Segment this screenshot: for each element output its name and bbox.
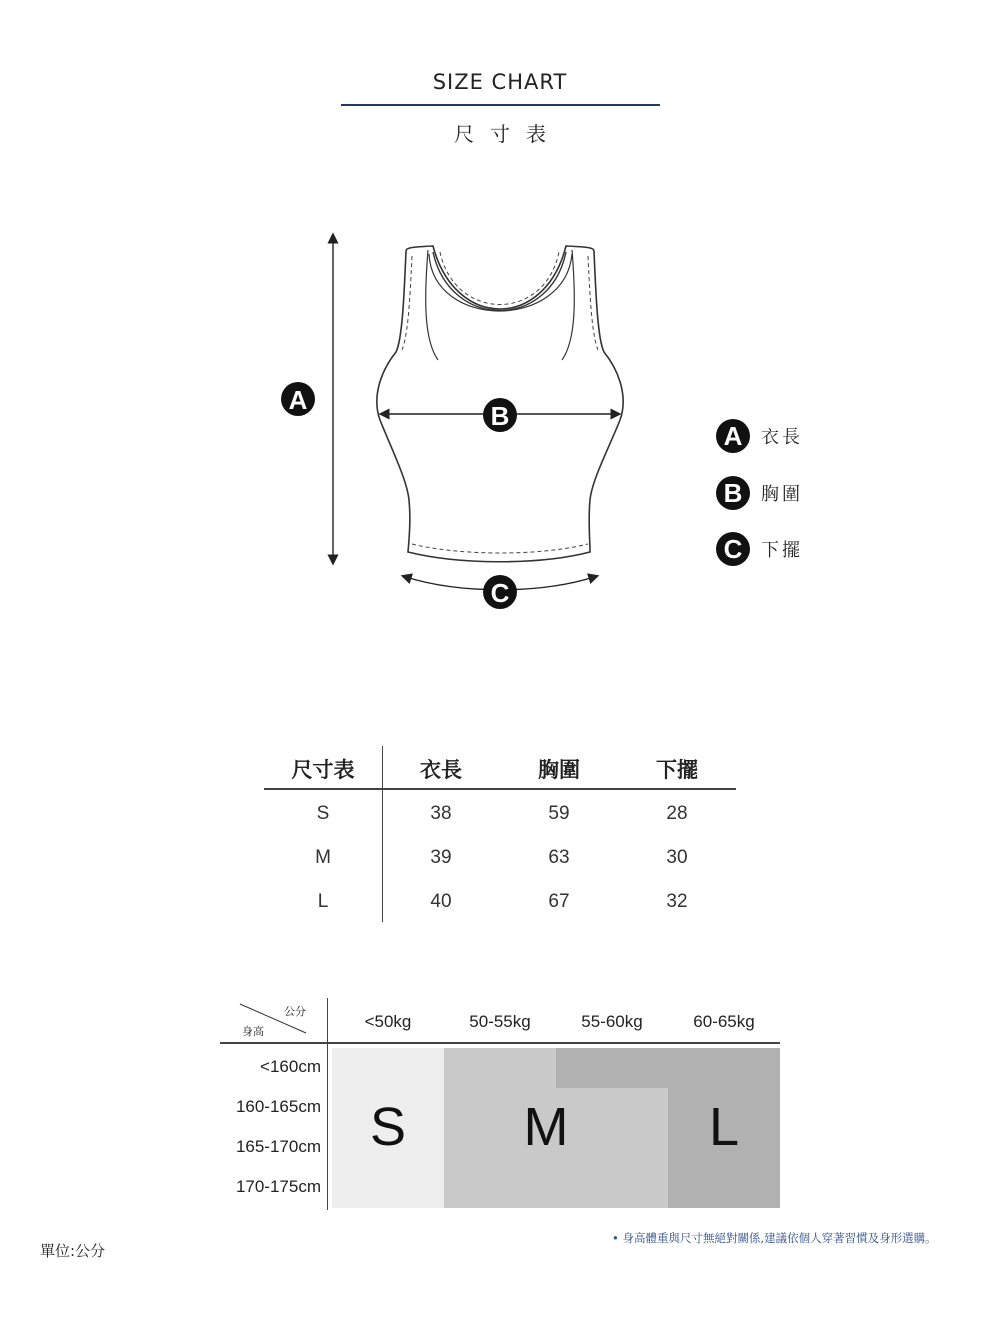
size-zone-m-label: M xyxy=(523,1097,569,1157)
measurement-legend xyxy=(716,418,836,568)
size-zone-s-label: S xyxy=(369,1097,407,1157)
table-cell: 63 xyxy=(548,847,570,868)
height-row-header: <160cm xyxy=(260,1057,321,1076)
legend-item-chest xyxy=(716,475,803,511)
size-table xyxy=(264,746,736,922)
table-cell: 38 xyxy=(430,803,452,824)
table-cell: 59 xyxy=(548,803,570,824)
table-cell: S xyxy=(316,803,330,824)
weight-column-header: 55-60kg xyxy=(581,1012,643,1031)
grid-divider-vertical xyxy=(327,998,328,1210)
table-cell: 40 xyxy=(430,891,452,912)
marker-b-label: B xyxy=(490,401,510,431)
table-cell: 32 xyxy=(666,891,688,912)
size-recommendation-table xyxy=(220,998,780,1210)
corner-height-label: 身高 xyxy=(242,1025,264,1038)
legend-badge-a: A xyxy=(716,419,750,453)
title-chinese: 尺寸表 xyxy=(454,122,562,146)
marker-b xyxy=(483,398,517,432)
header-chest: 胸圍 xyxy=(538,758,580,782)
table-cell: L xyxy=(317,891,329,912)
weight-column-header: 50-55kg xyxy=(469,1012,531,1031)
marker-a-label: A xyxy=(288,385,308,415)
height-row-header: 165-170cm xyxy=(235,1137,321,1156)
marker-c-label: C xyxy=(490,578,510,608)
weight-column-header: 60-65kg xyxy=(693,1012,755,1031)
table-cell: 67 xyxy=(548,891,570,912)
title-english: SIZE CHART xyxy=(432,70,568,94)
legend-badge-b: B xyxy=(716,476,750,510)
marker-a xyxy=(281,382,315,416)
height-row-header: 160-165cm xyxy=(235,1097,321,1116)
header-length: 衣長 xyxy=(420,758,462,782)
unit-label: 單位:公分 xyxy=(40,1242,106,1260)
legend-label-length: 衣長 xyxy=(761,427,803,448)
marker-c xyxy=(483,575,517,609)
header-hem: 下擺 xyxy=(656,758,698,782)
table-divider-horizontal xyxy=(264,788,736,790)
height-row-header: 170-175cm xyxy=(235,1177,321,1196)
legend-label-hem: 下擺 xyxy=(761,540,803,561)
legend-item-hem xyxy=(716,531,803,567)
grid-divider-horizontal xyxy=(220,1042,780,1044)
legend-badge-c: C xyxy=(716,532,750,566)
table-cell: 39 xyxy=(430,847,452,868)
size-zone-l-label: L xyxy=(708,1097,740,1157)
table-cell: 28 xyxy=(666,803,688,824)
corner-weight-label: 公分 xyxy=(284,1005,306,1018)
weight-column-header: <50kg xyxy=(364,1012,412,1031)
header-size: 尺寸表 xyxy=(291,758,355,782)
fit-note: • 身高體重與尺寸無絕對關係,建議依個人穿著習慣及身形選購。 xyxy=(612,1231,937,1245)
table-cell: M xyxy=(315,847,331,868)
corner-diagonal xyxy=(220,998,327,1042)
size-zone-l-top xyxy=(556,1048,780,1088)
table-cell: 30 xyxy=(666,847,688,868)
legend-label-chest: 胸圍 xyxy=(761,484,803,505)
legend-item-length xyxy=(716,418,803,454)
